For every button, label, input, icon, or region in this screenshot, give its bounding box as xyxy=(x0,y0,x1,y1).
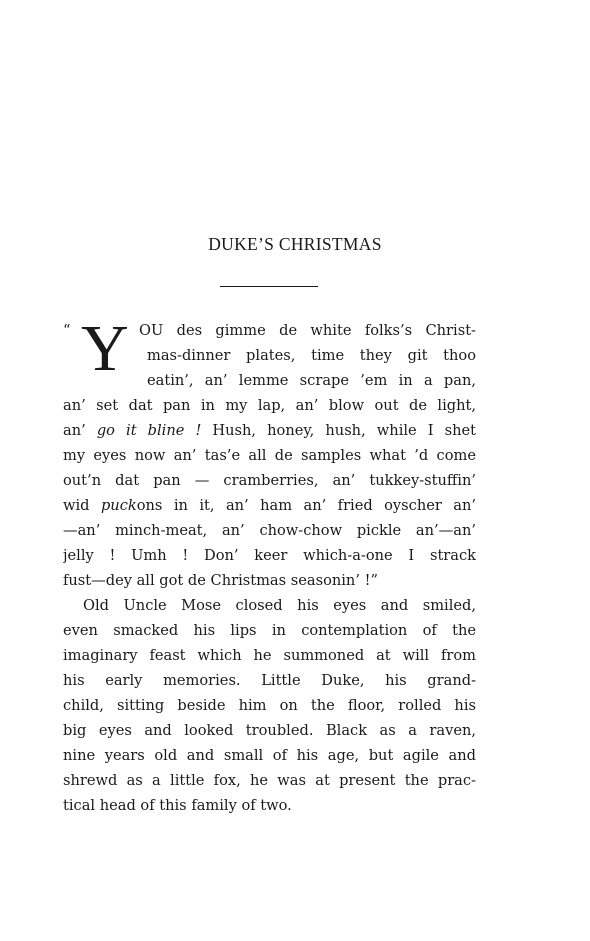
text-line: OU des gimme de white folks’s Christ- xyxy=(139,322,476,339)
text-line: child, sitting beside him on the floor, rolled his xyxy=(63,697,476,714)
text-line: an’ set dat pan in my lap, an’ blow out de light, xyxy=(63,397,476,414)
text-line: nine years old and small of his age, but agile and xyxy=(63,747,476,764)
italic-phrase: puck xyxy=(100,497,137,514)
body-text xyxy=(63,312,476,818)
text-line: even smacked his lips in contemplation of the xyxy=(63,622,476,639)
text-line: out’n dat pan — cramberries, an’ tukkey-stuffin’ xyxy=(63,472,476,489)
text-line: his early memories. Little Duke, his grand- xyxy=(63,672,476,689)
text-segment: ons in it, an’ ham an’ fried oyscher an’ xyxy=(136,497,476,514)
text-line: tical head of this family of two. xyxy=(63,797,292,814)
text-segment: an’ xyxy=(63,422,97,439)
text-line: Old Uncle Mose closed his eyes and smiled, xyxy=(83,597,476,614)
text-line: big eyes and looked troubled. Black as a raven, xyxy=(63,722,476,739)
text-segment: Hush, honey, hush, while I shet xyxy=(201,422,476,439)
text-line xyxy=(63,418,476,443)
drop-cap: Y xyxy=(81,312,129,385)
text-line: shrewd as a little fox, he was at present the prac- xyxy=(63,772,476,789)
text-line: fust—dey all got de Christmas seasonin’ !” xyxy=(63,572,378,589)
text-line: jelly ! Umh ! Don’ keer which-a-one I strack xyxy=(63,547,476,564)
text-line: mas-dinner plates, time they git thoo xyxy=(147,347,476,364)
text-segment: wid xyxy=(63,497,101,514)
text-line: my eyes now an’ tas’e all de samples what ’d come xyxy=(63,447,476,464)
open-quote: “ xyxy=(63,322,71,339)
paragraph-2 xyxy=(63,593,476,818)
text-line: —an’ minch-meat, an’ chow-chow pickle an’—an’ xyxy=(63,522,476,539)
title-rule xyxy=(220,286,318,287)
chapter-title: DUKE’S CHRISTMAS xyxy=(208,234,382,254)
text-line: eatin’, an’ lemme scrape ’em in a pan, xyxy=(147,372,476,389)
italic-phrase: go it bline ! xyxy=(96,422,202,439)
text-line: imaginary feast which he summoned at will from xyxy=(63,647,476,664)
paragraph-1 xyxy=(63,312,476,593)
text-line xyxy=(63,493,476,518)
